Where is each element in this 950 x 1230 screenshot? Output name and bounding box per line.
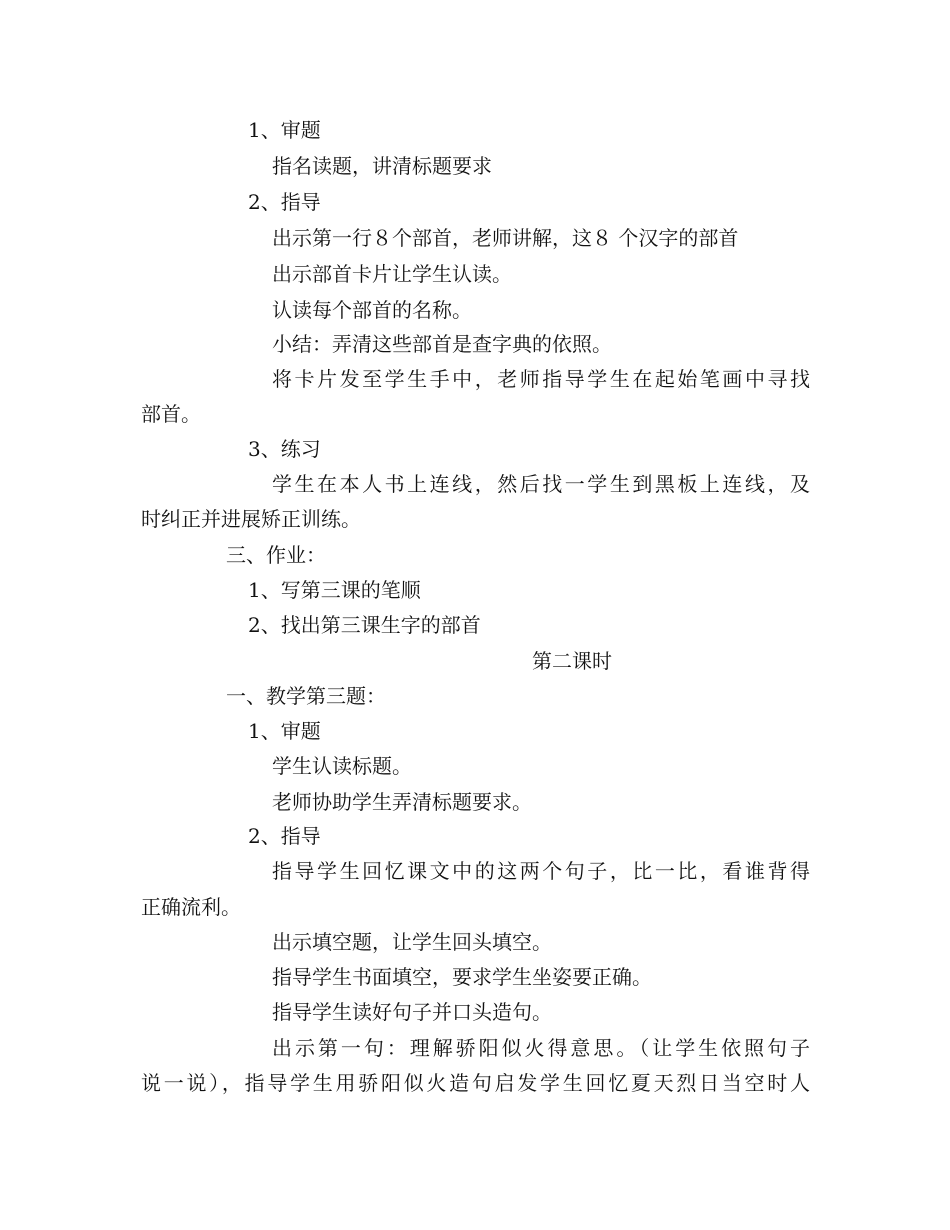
paragraph-line: 出示第一句：理解骄阳似火得意思。（让学生依照句子 — [272, 1036, 810, 1060]
item-1-review: 1、审题 — [248, 719, 321, 743]
paragraph-line: 将卡片发至学生手中，老师指导学生在起始笔画中寻找 — [272, 367, 810, 391]
paragraph-line: 学生在本人书上连线，然后找一学生到黑板上连线，及 — [272, 472, 810, 496]
section-heading-homework: 三、作业： — [226, 543, 326, 567]
list-item: 1、写第三课的笔顺 — [248, 578, 421, 602]
list-item: 2、找出第三课生字的部首 — [248, 613, 481, 637]
paragraph-line: 老师协助学生弄清标题要求。 — [272, 790, 532, 814]
item-1-review: 1、审题 — [248, 118, 321, 142]
paragraph-line: 认读每个部首的名称。 — [272, 298, 472, 322]
paragraph-line: 正确流利。 — [141, 895, 241, 919]
paragraph-line: 出示部首卡片让学生认读。 — [272, 262, 512, 286]
paragraph-line: 指名读题，讲清标题要求 — [272, 154, 492, 178]
paragraph-line: 部首。 — [141, 402, 201, 426]
paragraph-line: 指导学生回忆课文中的这两个句子，比一比，看谁背得 — [272, 859, 810, 883]
lesson-title: 第二课时 — [532, 649, 612, 673]
paragraph-line: 出示第一行８个部首，老师讲解，这８ 个汉字的部首 — [272, 226, 739, 250]
paragraph-line: 说一说），指导学生用骄阳似火造句启发学生回忆夏天烈日当空时人 — [141, 1071, 810, 1095]
paragraph-line: 小结：弄清这些部首是查字典的依照。 — [272, 332, 612, 356]
section-heading-teaching: 一、教学第三题： — [226, 684, 386, 708]
item-2-guide: 2、指导 — [248, 824, 321, 848]
item-2-guide: 2、指导 — [248, 190, 321, 214]
paragraph-line: 学生认读标题。 — [272, 754, 412, 778]
paragraph-line: 指导学生读好句子并口头造句。 — [272, 1000, 552, 1024]
paragraph-line: 出示填空题，让学生回头填空。 — [272, 930, 552, 954]
paragraph-line: 时纠正并进展矫正训练。 — [141, 507, 361, 531]
paragraph-line: 指导学生书面填空，要求学生坐姿要正确。 — [272, 965, 652, 989]
item-3-practice: 3、练习 — [248, 437, 321, 461]
